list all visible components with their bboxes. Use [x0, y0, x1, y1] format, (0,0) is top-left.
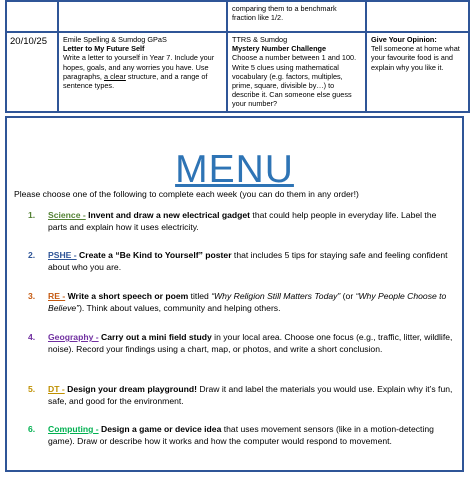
schedule-cell-english: [58, 32, 227, 112]
date-text: 20/10/25: [10, 36, 47, 47]
maths-text: Choose a number between 1 and 100. Write 5 clues using mathematical vocabulary (e.g. factors, multiples, prime, square, divisible by…) to describe it. Can someone else guess your number?: [232, 53, 357, 109]
item-number: 1.: [28, 210, 36, 220]
english-title: Letter to My Future Self: [63, 44, 145, 54]
item-number: 5.: [28, 384, 36, 394]
item-body: PSHE - Create a “Be Kind to Yourself” poster that includes 5 tips for staying safe and feeling confident about who you are.: [48, 250, 448, 272]
item-body: DT - Design your dream playground! Draw it and label the materials you would use. Explain why it’s fun, safe, and good for the environment.: [48, 384, 453, 406]
item-subject: Geography -: [48, 332, 99, 342]
menu-title: MENU: [175, 148, 294, 191]
item-number: 4.: [28, 332, 36, 342]
item-number: 2.: [28, 250, 36, 260]
opinion-text: Tell someone at home what your favourite food is and explain why you like it.: [371, 44, 460, 72]
schedule-row-top: [6, 1, 469, 32]
schedule-date-cell: [6, 32, 58, 112]
maths-subject: TTRS & Sumdog: [232, 35, 288, 44]
english-subject: Emile Spelling & Sumdog GPaS: [63, 35, 167, 44]
item-number: 3.: [28, 291, 36, 301]
clear-link: a clear: [103, 71, 126, 81]
item-body: RE - Write a short speech or poem titled “Why Religion Still Matters Today” (or “Why People Choose to Believe”). Think about values, community and helping others.: [48, 291, 447, 313]
schedule-cell-empty: [366, 1, 469, 32]
item-subject: PSHE -: [48, 250, 77, 260]
item-body: Science - Invent and draw a new electrical gadget that could help people in everyday life. Label the parts and explain how it uses electricity.: [48, 210, 437, 232]
item-body: Geography - Carry out a mini field study in your local area. Choose one focus (e.g., traffic, litter, wildlife, noise). Record your findings using a chart, map, or photos, and write a short conclusion.: [48, 332, 453, 354]
item-number: 6.: [28, 424, 36, 434]
item-subject: Science -: [48, 210, 86, 220]
schedule-table: [5, 0, 470, 113]
opinion-title: Give Your Opinion:: [371, 35, 437, 44]
english-text: Write a letter to yourself in Year 7. Include your hopes, goals, and any worries you have. Use paragraphs, a clear structure, and a range of sentence types.: [63, 53, 215, 91]
schedule-cell-empty: [58, 1, 227, 32]
schedule-cell-opinion: [366, 32, 469, 112]
schedule-row: [6, 32, 469, 112]
maths-title: Mystery Number Challenge: [232, 44, 327, 54]
item-subject: DT -: [48, 384, 65, 394]
menu-intro: Please choose one of the following to complete each week (you can do them in any order!): [14, 189, 359, 199]
item-subject: RE -: [48, 291, 66, 301]
schedule-cell-fragment: [227, 1, 366, 32]
item-body: Computing - Design a game or device idea that uses movement sensors (like in a motion-detecting game). Draw or describe how it works and how the computer would respond to movement.: [48, 424, 434, 446]
fragment-text: comparing them to a benchmark fraction like 1/2.: [232, 4, 337, 23]
schedule-cell-maths: [227, 32, 366, 112]
item-subject: Computing -: [48, 424, 99, 434]
menu-box: [5, 116, 464, 472]
schedule-cell-empty: [6, 1, 58, 32]
